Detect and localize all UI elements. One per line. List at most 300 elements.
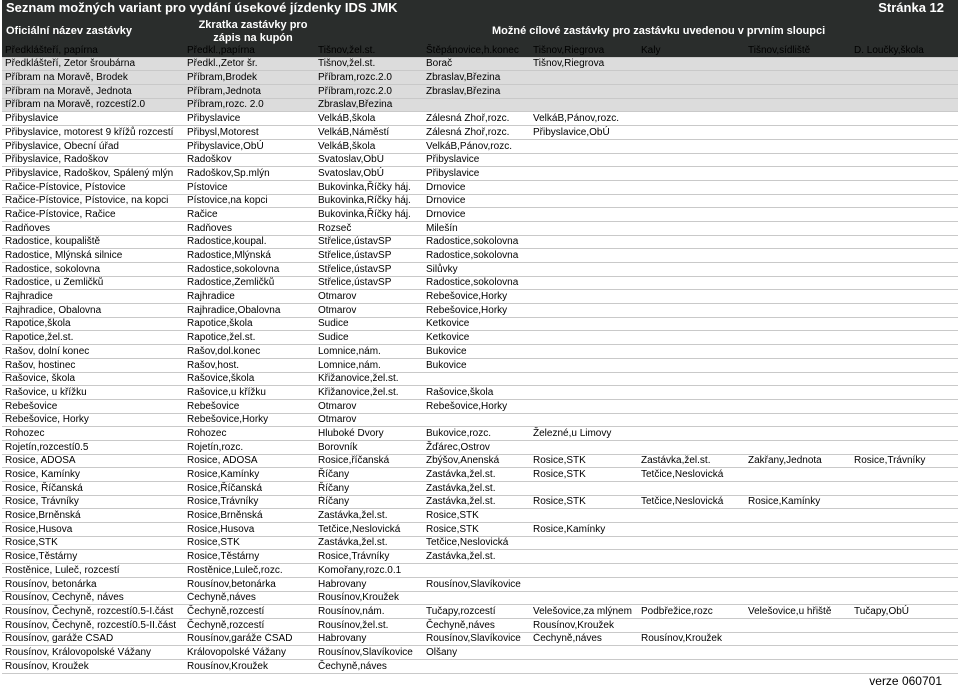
cell-target-2: Drnovice (423, 180, 530, 194)
table-row (2, 331, 958, 345)
cell-target-5 (745, 208, 851, 222)
cell-target-6 (851, 591, 958, 605)
cell-official-name: Rousínov, garáže ČSAD (2, 632, 184, 646)
cell-target-3 (530, 591, 638, 605)
cell-target-5 (745, 331, 851, 345)
cell-target-5 (745, 153, 851, 167)
cell-target-2: Radostice,sokolovna (423, 249, 530, 263)
cell-target-5 (745, 221, 851, 235)
cell-target-3 (530, 194, 638, 208)
cell-target-2: Rousínov,Slavíkovice (423, 632, 530, 646)
cell-target-5 (745, 468, 851, 482)
cell-target-4 (638, 523, 745, 537)
cell-target-6 (851, 427, 958, 441)
cell-target-6 (851, 482, 958, 496)
table-row (2, 153, 958, 167)
cell-target-1: Borovník (315, 440, 423, 454)
cell-target-3 (530, 139, 638, 153)
cell-target-6 (851, 550, 958, 564)
cell-target-1: Křižanovice,žel.st. (315, 386, 423, 400)
cell-target-5 (745, 98, 851, 112)
cell-target-3 (530, 564, 638, 578)
cell-target-4: Tetčice,Neslovická (638, 468, 745, 482)
cell-target-3 (530, 153, 638, 167)
table-row (2, 372, 958, 386)
cell-target-1: Rousínov,žel.st. (315, 618, 423, 632)
table-row (2, 112, 958, 126)
cell-short-name: Radostice,Mlýnská (184, 249, 315, 263)
cell-target-1: Zbraslav,Březina (315, 98, 423, 112)
cell-target-2: Zastávka,žel.st. (423, 468, 530, 482)
cell-official-name: Příbram na Moravě, Brodek (2, 71, 184, 85)
cell-target-4 (638, 646, 745, 660)
cell-short-name: Rapotice,žel.st. (184, 331, 315, 345)
cell-target-6 (851, 208, 958, 222)
cell-short-name: Rosice,STK (184, 536, 315, 550)
cell-target-6 (851, 98, 958, 112)
cell-target-2: Zastávka,žel.st. (423, 550, 530, 564)
cell-target-6 (851, 440, 958, 454)
table-row (2, 536, 958, 550)
cell-official-name: Rousínov, betonárka (2, 577, 184, 591)
cell-target-2: Rebešovice,Horky (423, 290, 530, 304)
cell-target-1: Tetčice,Neslovická (315, 523, 423, 537)
cell-target-4 (638, 536, 745, 550)
cell-target-4 (638, 399, 745, 413)
cell-target-3 (530, 290, 638, 304)
cell-target-1: Zastávka,žel.st. (315, 509, 423, 523)
cell-target-5 (745, 263, 851, 277)
table-row (2, 495, 958, 509)
cell-short-name: Rašov,dol.konec (184, 345, 315, 359)
cell-target-3: Tišnov,Riegrova (530, 57, 638, 71)
cell-target-6 (851, 221, 958, 235)
cell-target-5 (745, 372, 851, 386)
cell-target-5 (745, 276, 851, 290)
cell-target-6 (851, 399, 958, 413)
cell-target-4 (638, 85, 745, 99)
cell-target-2: Ketkovice (423, 317, 530, 331)
cell-short-name: Radostice,koupal. (184, 235, 315, 249)
document-title: Seznam možných variant pro vydání úsekové jízdenky IDS JMK (6, 0, 398, 15)
cell-official-name: Radostice, u Žemličků (2, 276, 184, 290)
cell-target-1: Komořany,rozc.0.1 (315, 564, 423, 578)
cell-target-2: Drnovice (423, 208, 530, 222)
cell-target-6 (851, 536, 958, 550)
table-row (2, 468, 958, 482)
cell-target-4 (638, 440, 745, 454)
cell-target-2: Bukovice (423, 345, 530, 359)
cell-target-3 (530, 263, 638, 277)
cell-target-2 (423, 98, 530, 112)
cell-target-1: Lomnice,nám. (315, 358, 423, 372)
cell-official-name: Radňoves (2, 221, 184, 235)
table-row (2, 618, 958, 632)
cell-target-6 (851, 659, 958, 673)
cell-target-1: Otmarov (315, 290, 423, 304)
cell-target-1: Střelice,ústavSP (315, 249, 423, 263)
cell-target-1: VelkáB,škola (315, 139, 423, 153)
cell-target-1: Habrovany (315, 632, 423, 646)
cell-target-6 (851, 235, 958, 249)
cell-target-5 (745, 290, 851, 304)
cell-official-name: Rohozec (2, 427, 184, 441)
cell-target-6 (851, 167, 958, 181)
cell-target-5 (745, 194, 851, 208)
cell-official-name: Rosice,Těstárny (2, 550, 184, 564)
cell-target-3 (530, 331, 638, 345)
cell-official-name: Rousínov, Kroužek (2, 659, 184, 673)
cell-target-3 (530, 386, 638, 400)
cell-short-name: Rostěnice,Luleč,rozc. (184, 564, 315, 578)
cell-target-6 (851, 180, 958, 194)
table-row (2, 659, 958, 673)
cell-target-6 (851, 304, 958, 318)
cell-target-3: Rosice,Kamínky (530, 523, 638, 537)
cell-target-4 (638, 413, 745, 427)
cell-target-6 (851, 126, 958, 140)
cell-short-name: Rousínov,Kroužek (184, 659, 315, 673)
table-row (2, 591, 958, 605)
cell-target-1: Bukovinka,Říčky háj. (315, 180, 423, 194)
cell-target-3: Přibyslavice,ObÚ (530, 126, 638, 140)
cell-target-5: Rosice,Kamínky (745, 495, 851, 509)
cell-target-4 (638, 112, 745, 126)
table-row (2, 276, 958, 290)
cell-short-name: Pístovice (184, 180, 315, 194)
cell-target-4 (638, 304, 745, 318)
cell-target-1: Svatoslav,ObÚ (315, 167, 423, 181)
cell-short-name: Rašov,host. (184, 358, 315, 372)
cell-official-name: Rebešovice (2, 399, 184, 413)
cell-official-name: Rousínov, Čechyně, rozcestí0.5-II.část (2, 618, 184, 632)
cell-official-name: Rosice, Trávníky (2, 495, 184, 509)
cell-target-2 (423, 591, 530, 605)
cell-target-2: Radostice,sokolovna (423, 235, 530, 249)
cell-target-6 (851, 249, 958, 263)
cell-target-1: Střelice,ústavSP (315, 235, 423, 249)
column-header-official-name: Oficiální název zastávky (6, 25, 132, 37)
table-row (2, 413, 958, 427)
table-row (2, 85, 958, 99)
cell-target-1: Říčany (315, 468, 423, 482)
cell-target-6: Rosice,Trávníky (851, 454, 958, 468)
cell-target-4 (638, 208, 745, 222)
cell-target-3 (530, 276, 638, 290)
cell-official-name: Rosice, Kamínky (2, 468, 184, 482)
cell-target-4 (638, 427, 745, 441)
cell-target-4 (638, 659, 745, 673)
cell-target-3 (530, 536, 638, 550)
cell-official-name: Rapotice,škola (2, 317, 184, 331)
cell-target-1: Rosice,Trávníky (315, 550, 423, 564)
cell-target-3 (530, 482, 638, 496)
cell-target-4: Zastávka,žel.st. (638, 454, 745, 468)
cell-target-5 (745, 646, 851, 660)
cell-official-name: Přibyslavice, Radoškov (2, 153, 184, 167)
cell-short-name: Přibyslavice,ObÚ (184, 139, 315, 153)
cell-target-1: Sudice (315, 317, 423, 331)
cell-target-1: Příbram,rozc.2.0 (315, 71, 423, 85)
cell-short-name: Příbram,Brodek (184, 71, 315, 85)
cell-target-1: Lomnice,nám. (315, 345, 423, 359)
cell-short-name: Přibysl,Motorest (184, 126, 315, 140)
cell-target-3 (530, 345, 638, 359)
cell-official-name: Rosice,Brněnská (2, 509, 184, 523)
cell-official-name: Rebešovice, Horky (2, 413, 184, 427)
cell-target-1: Otmarov (315, 304, 423, 318)
cell-official-name: Rousínov, Čechyně, rozcestí0.5-I.část (2, 605, 184, 619)
cell-target-1: Střelice,ústavSP (315, 276, 423, 290)
cell-short-name: Rosice,Husova (184, 523, 315, 537)
cell-target-1: Rousínov,Slavíkovice (315, 646, 423, 660)
table-row (2, 345, 958, 359)
cell-short-name: Předkl.,papírna (184, 44, 315, 57)
table-row (2, 440, 958, 454)
cell-target-4 (638, 263, 745, 277)
table-row (2, 523, 958, 537)
cell-target-5 (745, 386, 851, 400)
cell-target-6 (851, 495, 958, 509)
table-row (2, 208, 958, 222)
cell-target-2: Přibyslavice (423, 153, 530, 167)
column-header-short-name: Zkratka zastávky pro zápis na kupón (198, 19, 308, 44)
cell-official-name: Rapotice,žel.st. (2, 331, 184, 345)
cell-target-1: VelkáB,škola (315, 112, 423, 126)
cell-target-3 (530, 372, 638, 386)
cell-short-name: Rajhradice (184, 290, 315, 304)
cell-target-5: Velešovice,u hřiště (745, 605, 851, 619)
cell-short-name: Rosice,Trávníky (184, 495, 315, 509)
cell-target-6 (851, 523, 958, 537)
table-row (2, 57, 958, 71)
cell-target-6 (851, 57, 958, 71)
cell-target-5 (745, 577, 851, 591)
cell-target-3: Tišnov,Riegrova (530, 44, 638, 57)
cell-target-1: Střelice,ústavSP (315, 263, 423, 277)
cell-official-name: Rašovice, škola (2, 372, 184, 386)
cell-target-2: Borač (423, 57, 530, 71)
cell-target-1: Svatoslav,ObÚ (315, 153, 423, 167)
cell-target-6 (851, 112, 958, 126)
cell-target-4 (638, 386, 745, 400)
cell-target-2: Rosice,STK (423, 523, 530, 537)
cell-target-3 (530, 509, 638, 523)
cell-target-4 (638, 153, 745, 167)
cell-short-name: Čechyně,rozcestí (184, 618, 315, 632)
cell-target-6: Tučapy,ObÚ (851, 605, 958, 619)
cell-target-5 (745, 112, 851, 126)
cell-short-name: Rousínov,betonárka (184, 577, 315, 591)
column-header-target-stops: Možné cílové zastávky pro zastávku uvedenou v prvním sloupci (492, 25, 826, 37)
cell-target-6 (851, 358, 958, 372)
cell-target-2: Rebešovice,Horky (423, 304, 530, 318)
cell-target-3 (530, 249, 638, 263)
cell-target-2: Zálesná Zhoř,rozc. (423, 112, 530, 126)
cell-official-name: Račice-Pístovice, Pístovice, na kopci (2, 194, 184, 208)
cell-target-2: Milešín (423, 221, 530, 235)
cell-short-name: Rosice,Říčanská (184, 482, 315, 496)
cell-target-5 (745, 591, 851, 605)
cell-short-name: Rapotice,škola (184, 317, 315, 331)
cell-target-5: Tišnov,sídliště (745, 44, 851, 57)
cell-short-name: Rousínov,garáže ČSAD (184, 632, 315, 646)
cell-target-2: Silůvky (423, 263, 530, 277)
cell-target-5 (745, 659, 851, 673)
cell-target-5 (745, 523, 851, 537)
cell-short-name: Příbram,Jednota (184, 85, 315, 99)
cell-target-5 (745, 235, 851, 249)
cell-short-name: Radňoves (184, 221, 315, 235)
cell-target-1: Říčany (315, 482, 423, 496)
cell-target-2 (423, 372, 530, 386)
cell-target-3: Čechyně,náves (530, 632, 638, 646)
cell-target-4 (638, 57, 745, 71)
cell-short-name: Rosice, ADOSA (184, 454, 315, 468)
cell-target-2: Zálesná Zhoř,rozc. (423, 126, 530, 140)
cell-short-name: Radostice,Žemličků (184, 276, 315, 290)
cell-short-name: Příbram,rozc. 2.0 (184, 98, 315, 112)
cell-short-name: Rebešovice (184, 399, 315, 413)
page-number: Stránka 12 (878, 0, 944, 15)
cell-target-2: Ketkovice (423, 331, 530, 345)
table-row (2, 249, 958, 263)
table-row (2, 304, 958, 318)
cell-target-5 (745, 632, 851, 646)
cell-target-6 (851, 413, 958, 427)
cell-target-5 (745, 536, 851, 550)
cell-target-2: Zastávka,žel.st. (423, 482, 530, 496)
cell-official-name: Rašovice, u křížku (2, 386, 184, 400)
cell-short-name: Rebešovice,Horky (184, 413, 315, 427)
cell-official-name: Příbram na Moravě, rozcestí2.0 (2, 98, 184, 112)
cell-target-1: Bukovinka,Říčky háj. (315, 194, 423, 208)
cell-official-name: Rousínov, Čechyně, náves (2, 591, 184, 605)
cell-official-name: Přibyslavice, Obecní úřad (2, 139, 184, 153)
table-row (2, 44, 958, 57)
cell-target-5 (745, 427, 851, 441)
table-row (2, 427, 958, 441)
cell-target-5 (745, 139, 851, 153)
cell-short-name: Radostice,sokolovna (184, 263, 315, 277)
cell-short-name: Rosice,Těstárny (184, 550, 315, 564)
cell-target-3 (530, 399, 638, 413)
cell-target-4 (638, 564, 745, 578)
cell-target-3 (530, 577, 638, 591)
cell-target-3: Rosice,STK (530, 495, 638, 509)
cell-target-3: Rosice,STK (530, 468, 638, 482)
cell-short-name: Přibyslavice (184, 112, 315, 126)
cell-target-4 (638, 345, 745, 359)
cell-target-1: Říčany (315, 495, 423, 509)
cell-target-6 (851, 153, 958, 167)
version-label: verze 060701 (869, 674, 942, 688)
cell-target-3 (530, 440, 638, 454)
cell-target-3: Rousínov,Kroužek (530, 618, 638, 632)
cell-official-name: Rousínov, Královopolské Vážany (2, 646, 184, 660)
cell-short-name: Čechyně,náves (184, 591, 315, 605)
table-row (2, 235, 958, 249)
cell-target-6: D. Loučky,škola (851, 44, 958, 57)
cell-target-2: Olšany (423, 646, 530, 660)
cell-official-name: Příbram na Moravě, Jednota (2, 85, 184, 99)
cell-target-6 (851, 331, 958, 345)
cell-target-2: Rousínov,Slavíkovice (423, 577, 530, 591)
cell-target-2: Přibyslavice (423, 167, 530, 181)
cell-target-2: Rašovice,škola (423, 386, 530, 400)
cell-target-6 (851, 577, 958, 591)
cell-target-2: Radostice,sokolovna (423, 276, 530, 290)
cell-target-6 (851, 71, 958, 85)
cell-target-1: Zastávka,žel.st. (315, 536, 423, 550)
cell-official-name: Rajhradice, Obalovna (2, 304, 184, 318)
cell-target-2: Tetčice,Neslovická (423, 536, 530, 550)
cell-short-name: Rašovice,u křížku (184, 386, 315, 400)
cell-target-5 (745, 249, 851, 263)
cell-target-6 (851, 85, 958, 99)
cell-target-3: Železné,u Limovy (530, 427, 638, 441)
cell-target-6 (851, 646, 958, 660)
cell-official-name: Rosice, ADOSA (2, 454, 184, 468)
cell-official-name: Přibyslavice (2, 112, 184, 126)
cell-target-6 (851, 139, 958, 153)
cell-target-3 (530, 208, 638, 222)
cell-target-2: Zbýšov,Anenská (423, 454, 530, 468)
table-row (2, 126, 958, 140)
stops-table-body (2, 44, 958, 673)
cell-target-5 (745, 399, 851, 413)
table-row (2, 221, 958, 235)
table-row (2, 167, 958, 181)
cell-target-2: Štěpánovice,h.konec (423, 44, 530, 57)
table-row (2, 194, 958, 208)
cell-target-5 (745, 413, 851, 427)
cell-target-6 (851, 263, 958, 277)
table-row (2, 180, 958, 194)
cell-short-name: Rosice,Kamínky (184, 468, 315, 482)
cell-target-6 (851, 386, 958, 400)
cell-target-6 (851, 194, 958, 208)
cell-target-4 (638, 591, 745, 605)
cell-official-name: Radostice, koupaliště (2, 235, 184, 249)
cell-target-4 (638, 126, 745, 140)
cell-target-5: Zakřany,Jednota (745, 454, 851, 468)
table-row (2, 564, 958, 578)
cell-official-name: Rajhradice (2, 290, 184, 304)
cell-target-1: Rousínov,nám. (315, 605, 423, 619)
cell-target-2: Drnovice (423, 194, 530, 208)
cell-target-2: Zbraslav,Březina (423, 71, 530, 85)
cell-target-5 (745, 345, 851, 359)
table-row (2, 605, 958, 619)
cell-target-4: Podbřežice,rozc (638, 605, 745, 619)
cell-official-name: Rostěnice, Luleč, rozcestí (2, 564, 184, 578)
cell-short-name: Rosice,Brněnská (184, 509, 315, 523)
cell-target-2: Zbraslav,Březina (423, 85, 530, 99)
cell-target-1: VelkáB,Náměstí (315, 126, 423, 140)
cell-target-3 (530, 71, 638, 85)
cell-target-1: Tišnov,žel.st. (315, 57, 423, 71)
cell-short-name: Radoškov (184, 153, 315, 167)
cell-short-name: Rojetín,rozc. (184, 440, 315, 454)
cell-target-5 (745, 85, 851, 99)
cell-target-4 (638, 167, 745, 181)
cell-target-4 (638, 139, 745, 153)
cell-target-1: Čechyně,náves (315, 659, 423, 673)
cell-target-5 (745, 180, 851, 194)
table-row (2, 454, 958, 468)
cell-target-1: Rosice,říčanská (315, 454, 423, 468)
